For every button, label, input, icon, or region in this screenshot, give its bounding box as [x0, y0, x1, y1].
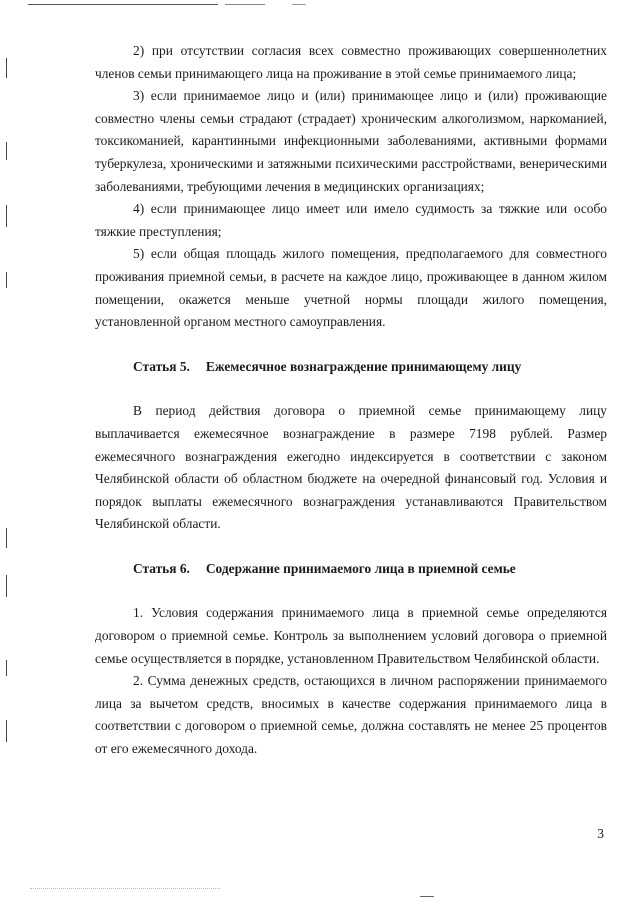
scan-artifact-line — [28, 4, 218, 5]
scan-margin-mark — [6, 575, 7, 597]
article-5-heading — [95, 356, 607, 379]
page-number: 3 — [597, 826, 604, 841]
list-item-3: 3) если принимаемое лицо и (или) принимающее лицо и (или) проживающие совместно члены семьи страдают (страдает) хроническим алкоголизмом, наркоманией, токсикоманией, карантинными инфекционными заболеваниями, активными формами туберкулеза, хроническими и затяжными психическими расстройствами, венерическими заболеваниями, требующими лечения в медицинских организациях; — [95, 88, 607, 194]
list-item-2: 2) при отсутствии согласия всех совместно проживающих совершеннолетних членов семьи принимающего лица на проживание в этой семье принимаемого лица; — [95, 43, 607, 81]
scan-artifact-line — [420, 896, 434, 897]
scan-margin-mark — [6, 142, 7, 160]
article-5-number: Статья 5. — [133, 358, 190, 374]
list-item-5: 5) если общая площадь жилого помещения, предполагаемого для совместного проживания приемной семьи, в расчете на каждое лицо, проживающее в данном жилом помещении, окажется меньше учетной нормы площади жилого помещения, установленной органом местного самоуправления. — [95, 246, 607, 330]
list-item-4: 4) если принимающее лицо имеет или имело судимость за тяжкие или особо тяжкие преступления; — [95, 201, 607, 239]
article-6-paragraph-2: 2. Сумма денежных средств, остающихся в личном распоряжении принимаемого лица за вычетом средств, вносимых в качестве содержания принимаемого лица в соответствии с договором о приемной семье, должна составлять не менее 25 процентов от его ежемесячного дохода. — [95, 673, 607, 757]
scan-margin-mark — [6, 720, 7, 742]
scan-margin-mark — [6, 205, 7, 227]
article-6-paragraph-1: 1. Условия содержания принимаемого лица в приемной семье определяются договором о приемной семье. Контроль за выполнением условий договора о приемной семье осуществляется в порядке, установленном Правительством Челябинской области. — [95, 605, 607, 666]
scan-margin-mark — [6, 272, 7, 288]
article-6-heading — [95, 558, 607, 581]
scan-margin-mark — [6, 660, 7, 676]
scan-margin-mark — [6, 58, 7, 78]
scan-artifact-dots — [30, 888, 220, 890]
document-body — [95, 40, 607, 761]
article-5-paragraph: В период действия договора о приемной семье принимающему лицу выплачивается ежемесячное вознаграждение в размере 7198 рублей. Размер ежемесячного вознаграждения ежегодно индексируется в соответствии с законом Челябинской области об областном бюджете на очередной финансовый год. Условия и порядок выплаты ежемесячного вознаграждения устанавливаются Правительством Челябинской области. — [95, 403, 607, 532]
article-6-title: Содержание принимаемого лица в приемной семье — [205, 560, 516, 576]
scan-artifact-line — [292, 4, 306, 5]
scan-artifact-line — [225, 4, 265, 5]
article-5-title: Ежемесячное вознаграждение принимающему лицу — [205, 358, 522, 374]
article-6-number: Статья 6. — [133, 560, 190, 576]
scan-margin-mark — [6, 528, 7, 548]
